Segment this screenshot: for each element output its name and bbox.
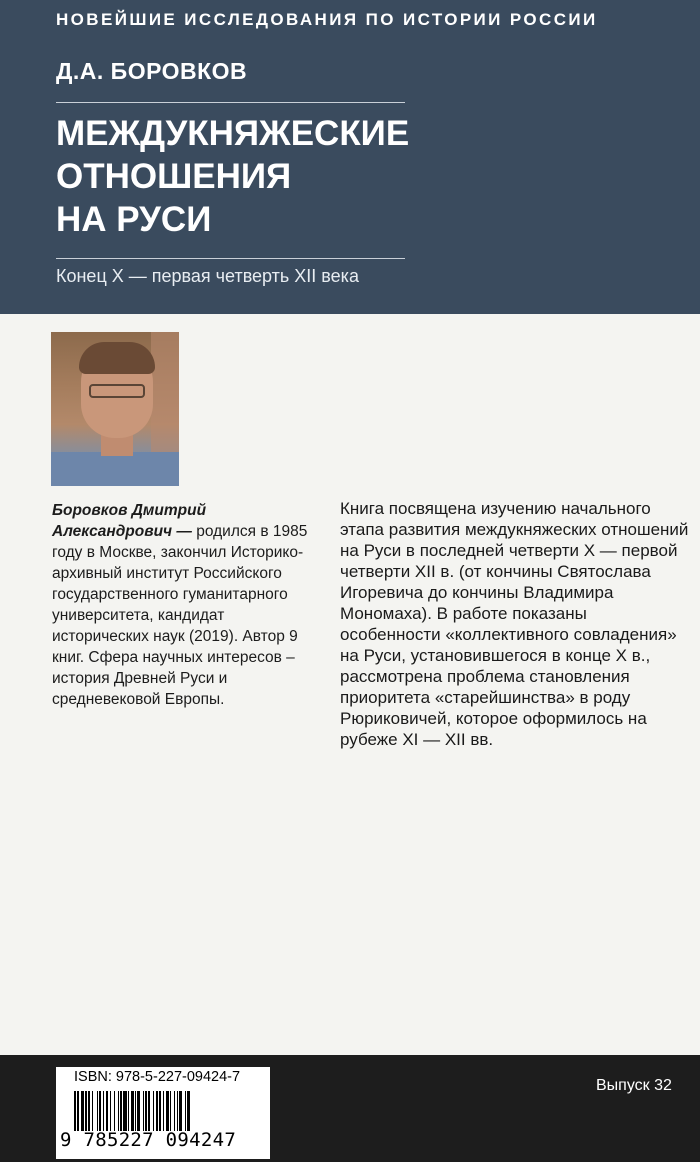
title-line: НА РУСИ bbox=[56, 200, 212, 239]
series-title: НОВЕЙШИЕ ИССЛЕДОВАНИЯ ПО ИСТОРИИ РОССИИ bbox=[56, 10, 598, 29]
bio-text: родился в 1985 году в Москве, закончил Историко-архивный институт Российского государственного гуманитарного университета, кандидат исторических наук (2019). Автор 9 книг. Сфера научных интересов – история Древней Руси и средневековой Европы. bbox=[52, 523, 308, 708]
author-name: Д.А. БОРОВКОВ bbox=[56, 58, 248, 84]
bio-author-name: Боровков Дмитрий Александрович — bbox=[52, 502, 207, 540]
author-bio bbox=[52, 500, 322, 710]
barcode-digits: 9 785227 094247 bbox=[60, 1129, 237, 1151]
cover-footer bbox=[0, 1055, 700, 1162]
isbn-label: ISBN: 978-5-227-09424-7 bbox=[74, 1069, 241, 1085]
cover-header bbox=[0, 0, 700, 314]
barcode bbox=[56, 1067, 270, 1159]
divider-bottom bbox=[56, 258, 405, 259]
title-line: МЕЖДУКНЯЖЕСКИЕ bbox=[56, 114, 410, 153]
author-photo bbox=[51, 332, 179, 486]
book-subtitle: Конец X — первая четверть XII века bbox=[56, 266, 359, 286]
title-line: ОТНОШЕНИЯ bbox=[56, 157, 292, 196]
issue-number: Выпуск 32 bbox=[596, 1077, 672, 1094]
divider-top bbox=[56, 102, 405, 103]
book-description: Книга посвящена изучению начального этапа развития междукняжеских отношений на Руси в последней четверти X — первой четверти XII в. (от кончины Святослава Игоревича до кончины Владимира Мономаха). В работе показаны особенности «коллективного совладения» на Руси, установившегося в конце X в., рассмотрена проблема становления приоритета «старейшинства» в роду Рюриковичей, которое оформилось на рубеже XI — XII вв. bbox=[340, 499, 689, 749]
book-title bbox=[56, 112, 409, 241]
barcode-bars bbox=[74, 1091, 264, 1131]
